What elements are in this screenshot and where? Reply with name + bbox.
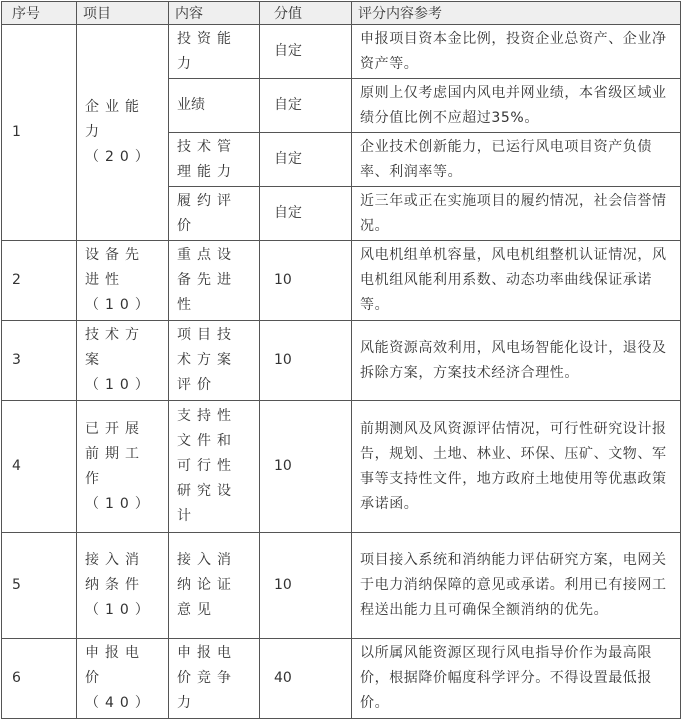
row-score: 自定 (260, 25, 352, 79)
row-reference: 前期测风及风资源评估情况，可行性研究设计报告，规划、土地、林业、环保、压矿、文物、军事等支持性文件，地方政府土地使用等优惠政策承诺函。 (352, 401, 681, 533)
row-item: 申报电价（40） (77, 639, 169, 719)
row-score: 自定 (260, 79, 352, 133)
row-no: 1 (2, 25, 77, 241)
table-row (2, 639, 681, 719)
table-row (2, 241, 681, 321)
row-reference: 风能资源高效利用，风电场智能化设计，退役及拆除方案，方案技术经济合理性。 (352, 321, 681, 401)
row-item: 企业能力（20） (77, 25, 169, 241)
row-content: 履约评价 (169, 187, 260, 241)
header-score: 分值 (260, 2, 352, 25)
row-score: 10 (260, 401, 352, 533)
header-row (2, 2, 681, 25)
table-row (2, 25, 681, 79)
row-content: 投资能力 (169, 25, 260, 79)
row-score: 自定 (260, 133, 352, 187)
row-score: 10 (260, 321, 352, 401)
row-score: 10 (260, 533, 352, 639)
row-item: 技术方案（10） (77, 321, 169, 401)
table-row (2, 321, 681, 401)
row-reference: 以所属风能资源区现行风电指导价作为最高限价，根据降价幅度科学评分。不得设置最低报价。 (352, 639, 681, 719)
row-content: 业绩 (169, 79, 260, 133)
row-content: 申报电价竞争力 (169, 639, 260, 719)
row-score: 40 (260, 639, 352, 719)
row-no: 2 (2, 241, 77, 321)
table-row (2, 533, 681, 639)
row-item: 已开展前期工作（10） (77, 401, 169, 533)
header-no: 序号 (2, 2, 77, 25)
row-no: 4 (2, 401, 77, 533)
row-item: 接入消纳条件（10） (77, 533, 169, 639)
row-no: 6 (2, 639, 77, 719)
header-item: 项目 (77, 2, 169, 25)
scoring-table (1, 1, 681, 719)
row-content: 项目技术方案评价 (169, 321, 260, 401)
row-no: 5 (2, 533, 77, 639)
row-reference: 项目接入系统和消纳能力评估研究方案，电网关于电力消纳保障的意见或承诺。利用已有接网工程送出能力且可确保全额消纳的优先。 (352, 533, 681, 639)
row-reference: 风电机组单机容量，风电机组整机认证情况，风电机组风能利用系数、动态功率曲线保证承诺等。 (352, 241, 681, 321)
row-reference: 申报项目资本金比例，投资企业总资产、企业净资产等。 (352, 25, 681, 79)
table-row (2, 401, 681, 533)
row-reference: 原则上仅考虑国内风电并网业绩，本省级区域业绩分值比例不应超过35%。 (352, 79, 681, 133)
row-no: 3 (2, 321, 77, 401)
header-reference: 评分内容参考 (352, 2, 681, 25)
row-content: 支持性文件和可行性研究设计 (169, 401, 260, 533)
row-item: 设备先进性（10） (77, 241, 169, 321)
row-content: 重点设备先进性 (169, 241, 260, 321)
row-score: 10 (260, 241, 352, 321)
header-content: 内容 (169, 2, 260, 25)
row-score: 自定 (260, 187, 352, 241)
row-reference: 企业技术创新能力，已运行风电项目资产负债率、利润率等。 (352, 133, 681, 187)
row-content: 技术管理能力 (169, 133, 260, 187)
row-reference: 近三年或正在实施项目的履约情况，社会信誉情况。 (352, 187, 681, 241)
row-content: 接入消纳论证意见 (169, 533, 260, 639)
